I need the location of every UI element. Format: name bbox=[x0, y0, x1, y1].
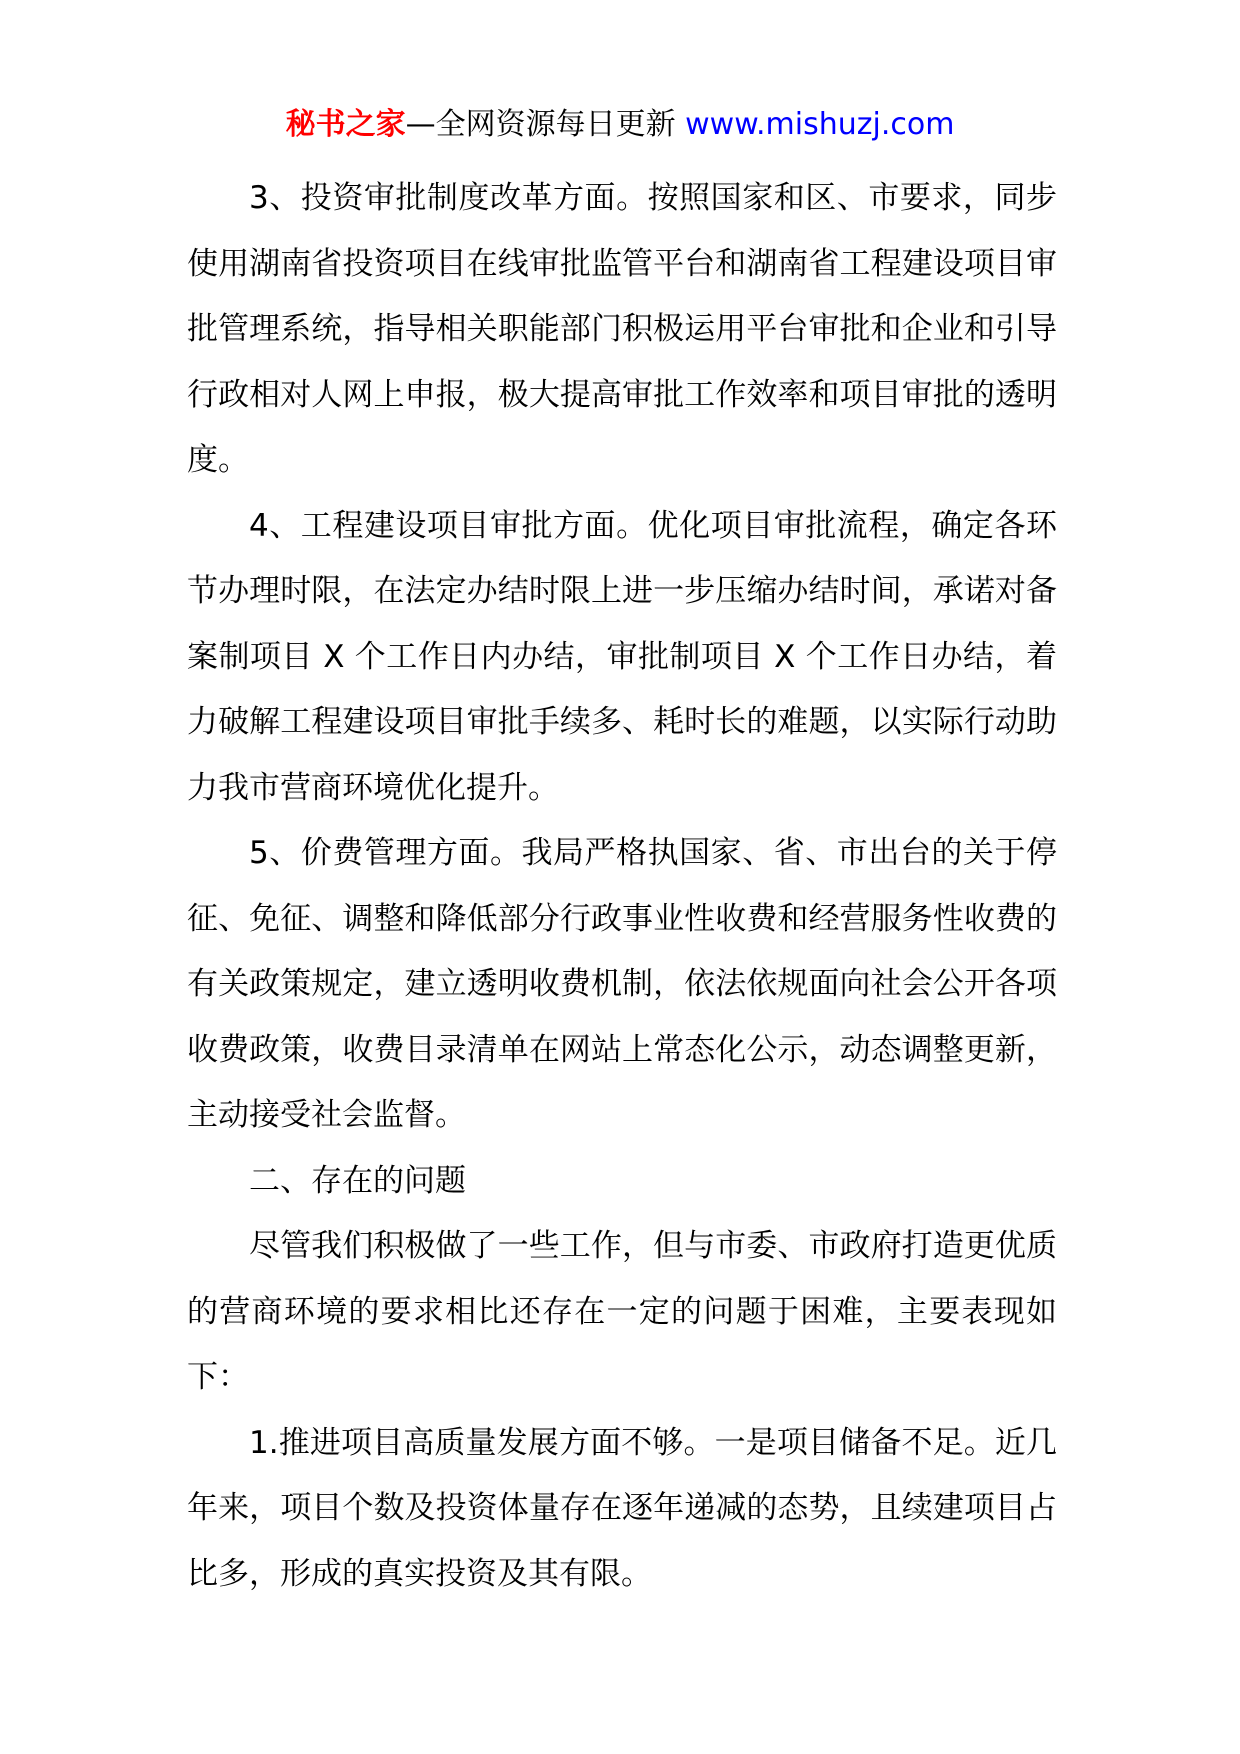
brand-name: 秘书之家 bbox=[285, 107, 406, 142]
paragraph-price-management: 5、价费管理方面。我局严格执国家、省、市出台的关于停征、免征、调整和降低部分行政事业性收费和经营服务性收费的有关政策规定，建立透明收费机制，依法依规面向社会公开各项收费政策，收费目录清单在网站上常态化公示，动态调整更新，主动接受社会监督。 bbox=[187, 835, 1057, 1133]
paragraph-problems-intro: 尽管我们积极做了一些工作，但与市委、市政府打造更优质的营商环境的要求相比还存在一定的问题于困难，主要表现如下： bbox=[187, 1228, 1057, 1395]
site-header bbox=[0, 103, 1240, 147]
paragraph-problem-1: 1.推进项目高质量发展方面不够。一是项目储备不足。近几年来，项目个数及投资体量存在逐年递减的态势，且续建项目占比多，形成的真实投资及其有限。 bbox=[187, 1424, 1057, 1592]
site-url-link[interactable]: www.mishuzj.com bbox=[685, 107, 955, 142]
paragraph-investment-approval: 3、投资审批制度改革方面。按照国家和区、市要求，同步使用湖南省投资项目在线审批监管平台和湖南省工程建设项目审批管理系统，指导相关职能部门积极运用平台审批和企业和引导行政相对人网上申报，极大提高审批工作效率和项目审批的透明度。 bbox=[187, 180, 1057, 478]
section-heading-problems: 二、存在的问题 bbox=[249, 1162, 466, 1199]
header-tagline: —全网资源每日更新 bbox=[405, 107, 676, 142]
paragraph-construction-approval: 4、工程建设项目审批方面。优化项目审批流程，确定各环节办理时限，在法定办结时限上进一步压缩办结时间，承诺对备案制项目 X 个工作日内办结，审批制项目 X 个工作日办结，着力破解工程建设项目审批手续多、耗时长的难题，以实际行动助力我市营商环境优化提升。 bbox=[187, 507, 1057, 806]
document-body bbox=[187, 166, 1057, 1607]
